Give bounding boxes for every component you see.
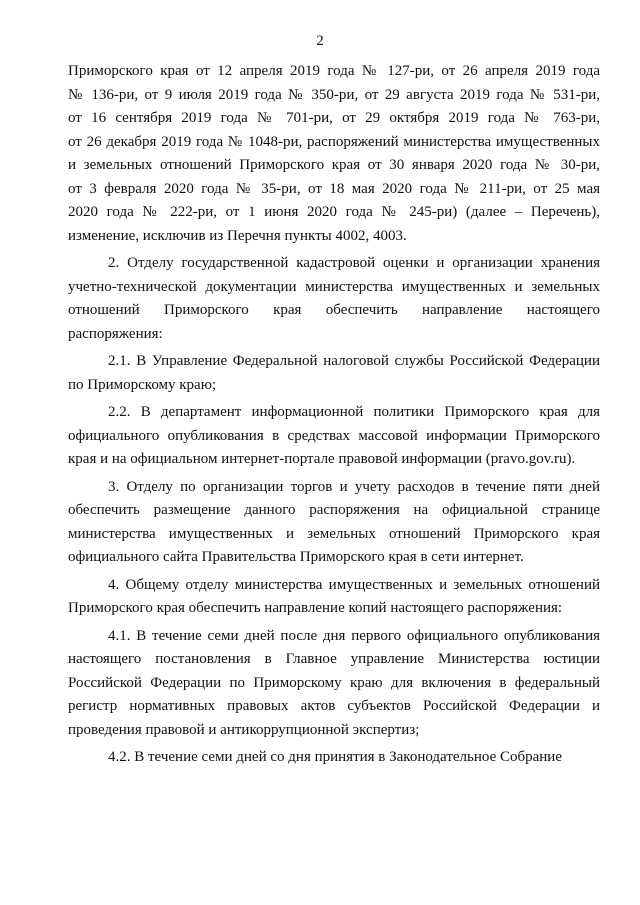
text-line: Приморского края обеспечить направление копий настоящего распоряжения: — [68, 600, 563, 616]
text-line: № 136-ри, от 9 июля 2019 года № 350-ри, от 29 августа 2019 года № 531-ри, — [68, 86, 600, 103]
text-line: края и на официальном интернет-портале правовой информации (pravo.gov.ru). — [68, 451, 576, 467]
text-line: Российской Федерации по Приморскому краю для включения в федеральный — [68, 674, 600, 691]
paragraph — [68, 350, 600, 397]
text-line: от 16 сентября 2019 года № 701-ри, от 29 октября 2019 года № 763-ри, — [68, 110, 600, 126]
text-line: 4.1. В течение семи дней после дня первого официального опубликования — [108, 627, 600, 644]
paragraph — [68, 746, 600, 770]
text-line: 4. Общему отделу министерства имущественных и земельных отношений — [108, 576, 600, 593]
text-line: учетно-технической документации министерства имущественных и земельных — [68, 278, 600, 295]
paragraph — [68, 252, 600, 346]
paragraph — [68, 60, 600, 248]
text-line: по Приморскому краю; — [68, 376, 217, 393]
text-line: настоящего постановления в Главное управление Министерства юстиции — [68, 651, 600, 667]
paragraph — [68, 401, 600, 472]
text-line: министерства имущественных и земельных отношений Приморского края — [68, 525, 600, 542]
text-line: распоряжения: — [68, 325, 163, 342]
text-line: официального сайта Правительства Приморского края в сети интернет. — [68, 549, 524, 565]
text-line: 2020 года № 222-ри, от 1 июня 2020 года № 245-ри) (далее – Перечень), — [68, 204, 600, 220]
paragraph — [68, 625, 600, 743]
text-line: 2.2. В департамент информационной политики Приморского края для — [108, 404, 600, 420]
text-line: 4.2. В течение семи дней со дня принятия в Законодательное Собрание — [108, 749, 562, 765]
text-line: регистр нормативных правовых актов субъектов Российской Федерации и — [68, 698, 600, 714]
paragraph — [68, 574, 600, 621]
page-number: 2 — [316, 33, 324, 49]
text-line: изменение, исключив из Перечня пункты 4002, 4003. — [68, 227, 407, 244]
text-line: проведения правовой и антикоррупционной экспертиз; — [68, 721, 420, 738]
text-line: и земельных отношений Приморского края от 30 января 2020 года № 30-ри, — [68, 157, 600, 173]
document-body — [68, 60, 600, 770]
text-line: 2. Отделу государственной кадастровой оценки и организации хранения — [108, 255, 600, 271]
text-line: 3. Отделу по организации торгов и учету расходов в течение пяти дней — [108, 478, 600, 495]
text-line: обеспечить размещение данного распоряжения на официальной странице — [68, 502, 600, 518]
text-line: от 26 декабря 2019 года № 1048-ри, распоряжений министерства имущественных — [68, 133, 600, 150]
text-line: от 3 февраля 2020 года № 35-ри, от 18 мая 2020 года № 211-ри, от 25 мая — [68, 180, 600, 197]
paragraph — [68, 476, 600, 570]
text-line: 2.1. В Управление Федеральной налоговой службы Российской Федерации — [108, 353, 600, 369]
text-line: Приморского края от 12 апреля 2019 года № 127-ри, от 26 апреля 2019 года — [68, 63, 600, 79]
text-line: отношений Приморского края обеспечить направление настоящего — [68, 302, 600, 318]
text-line: официального опубликования в средствах массовой информации Приморского — [68, 427, 600, 444]
